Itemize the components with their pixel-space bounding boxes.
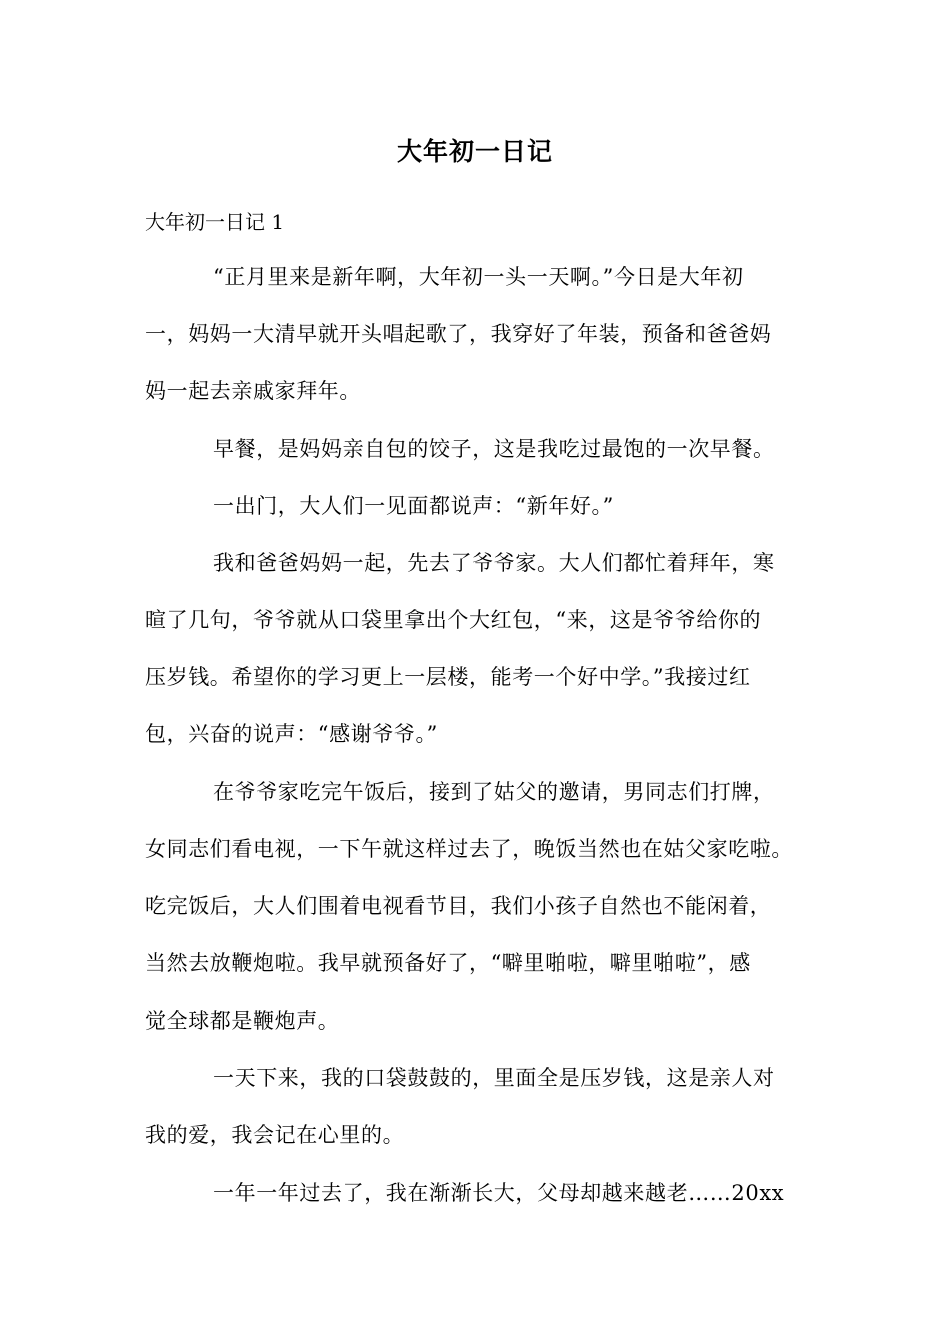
text-line: 在爷爷家吃完午饭后，接到了姑父的邀请，男同志们打牌， <box>213 780 775 804</box>
text-line: 一，妈妈一大清早就开头唱起歌了，我穿好了年装，预备和爸爸妈 <box>145 322 772 346</box>
text-line: 一年一年过去了，我在渐渐长大，父母却越来越老……20xx <box>213 1181 785 1205</box>
text-line: 早餐，是妈妈亲自包的饺子，这是我吃过最饱的一次早餐。 <box>213 437 775 461</box>
text-line: 当然去放鞭炮啦。我早就预备好了，“噼里啪啦，噼里啪啦”，感 <box>145 951 751 975</box>
text-line: 暄了几句，爷爷就从口袋里拿出个大红包，“来，这是爷爷给你的 <box>145 608 762 632</box>
text-line: 包，兴奋的说声：“感谢爷爷。” <box>145 722 438 746</box>
text-line: 女同志们看电视，一下午就这样过去了，晚饭当然也在姑父家吃啦。 <box>145 837 793 861</box>
text-line: 一天下来，我的口袋鼓鼓的，里面全是压岁钱，这是亲人对 <box>213 1066 775 1090</box>
text-line: 压岁钱。希望你的学习更上一层楼，能考一个好中学。”我接过红 <box>145 665 751 689</box>
text-line: 觉全球都是鞭炮声。 <box>145 1009 340 1033</box>
text-line: 一出门，大人们一见面都说声：“新年好。” <box>213 494 614 518</box>
text-line: 妈一起去亲戚家拜年。 <box>145 379 361 403</box>
text-line: “正月里来是新年啊，大年初一头一天啊。”今日是大年初 <box>213 265 744 289</box>
document-title: 大年初一日记 <box>396 137 553 166</box>
text-line: 我和爸爸妈妈一起，先去了爷爷家。大人们都忙着拜年，寒 <box>213 551 775 575</box>
section-heading: 大年初一日记 1 <box>145 210 285 234</box>
text-line: 我的爱，我会记在心里的。 <box>145 1123 405 1147</box>
text-line: 吃完饭后，大人们围着电视看节目，我们小孩子自然也不能闲着， <box>145 894 772 918</box>
